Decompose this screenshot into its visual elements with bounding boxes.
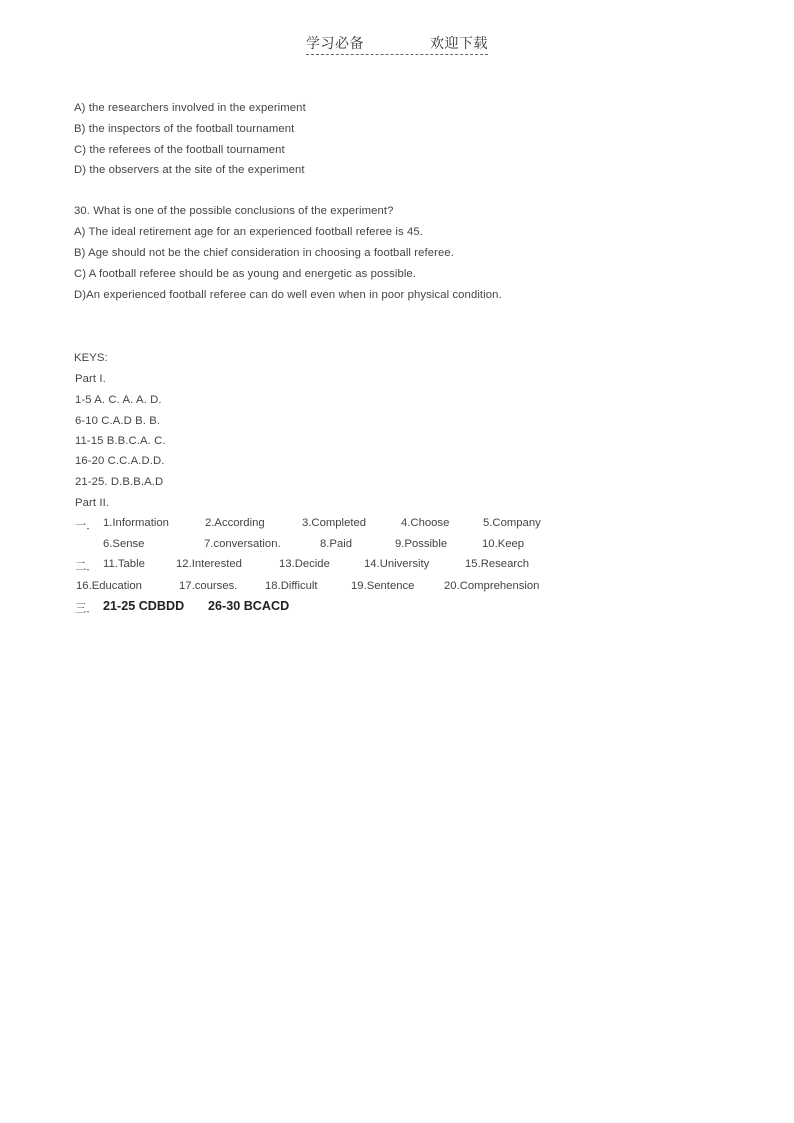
- q29-option-c: C) the referees of the football tournament: [74, 144, 285, 156]
- answer-item: 2.According: [205, 517, 265, 529]
- section1-marker: 一．: [75, 520, 98, 532]
- header-left-text: 学习必备: [306, 36, 364, 52]
- answer-item: 17.courses.: [179, 580, 238, 592]
- answer-item: 4.Choose: [401, 517, 450, 529]
- section2-marker: 二．: [75, 561, 98, 573]
- page-header: [0, 33, 794, 55]
- answer-item: 9.Possible: [395, 538, 448, 550]
- answer-item: 5.Company: [483, 517, 541, 529]
- section3-marker: 三．: [75, 603, 98, 615]
- answer-item: 8.Paid: [320, 538, 353, 550]
- q29-option-a: A) the researchers involved in the experiment: [74, 102, 306, 114]
- section3-answers-a: 21-25 CDBDD: [103, 599, 185, 613]
- q29-option-b: B) the inspectors of the football tournament: [74, 123, 295, 135]
- answer-item: 14.University: [364, 558, 430, 570]
- answer-item: 20.Comprehension: [444, 580, 540, 592]
- keys-title: KEYS:: [74, 352, 108, 364]
- answer-item: 1.Information: [103, 517, 169, 529]
- part1-line: 16-20 C.C.A.D.D.: [75, 455, 165, 467]
- part1-line: 11-15 B.B.C.A. C.: [75, 435, 166, 447]
- answer-item: 15.Research: [465, 558, 530, 570]
- q30-question: 30. What is one of the possible conclusions of the experiment?: [74, 205, 394, 217]
- answer-item: 12.Interested: [176, 558, 242, 570]
- header-banner: [306, 33, 488, 55]
- answer-item: 13.Decide: [279, 558, 330, 570]
- answer-item: 7.conversation.: [204, 538, 281, 550]
- q30-option-a: A) The ideal retirement age for an experienced football referee is 45.: [74, 226, 424, 238]
- part1-line: 1-5 A. C. A. A. D.: [75, 394, 162, 406]
- q30-option-b: B) Age should not be the chief consideration in choosing a football referee.: [74, 247, 455, 259]
- part1-label: Part I.: [75, 373, 106, 385]
- q29-option-d: D) the observers at the site of the experiment: [74, 164, 305, 176]
- part1-line: 6-10 C.A.D B. B.: [75, 415, 161, 427]
- answer-item: 3.Completed: [302, 517, 367, 529]
- part1-line: 21-25. D.B.B.A.D: [75, 476, 164, 488]
- q30-option-c: C) A football referee should be as young and energetic as possible.: [74, 268, 417, 280]
- answer-item: 19.Sentence: [351, 580, 415, 592]
- section3-answers-b: 26-30 BCACD: [208, 599, 290, 613]
- part2-label: Part II.: [75, 497, 110, 509]
- answer-item: 11.Table: [103, 558, 145, 570]
- answer-item: 18.Difficult: [265, 580, 318, 592]
- q30-option-d: D)An experienced football referee can do well even when in poor physical condition.: [74, 289, 502, 301]
- answer-item: 6.Sense: [103, 538, 145, 550]
- answer-item: 10.Keep: [482, 538, 525, 550]
- header-right-text: 欢迎下载: [430, 36, 488, 52]
- answer-item: 16.Education: [76, 580, 142, 592]
